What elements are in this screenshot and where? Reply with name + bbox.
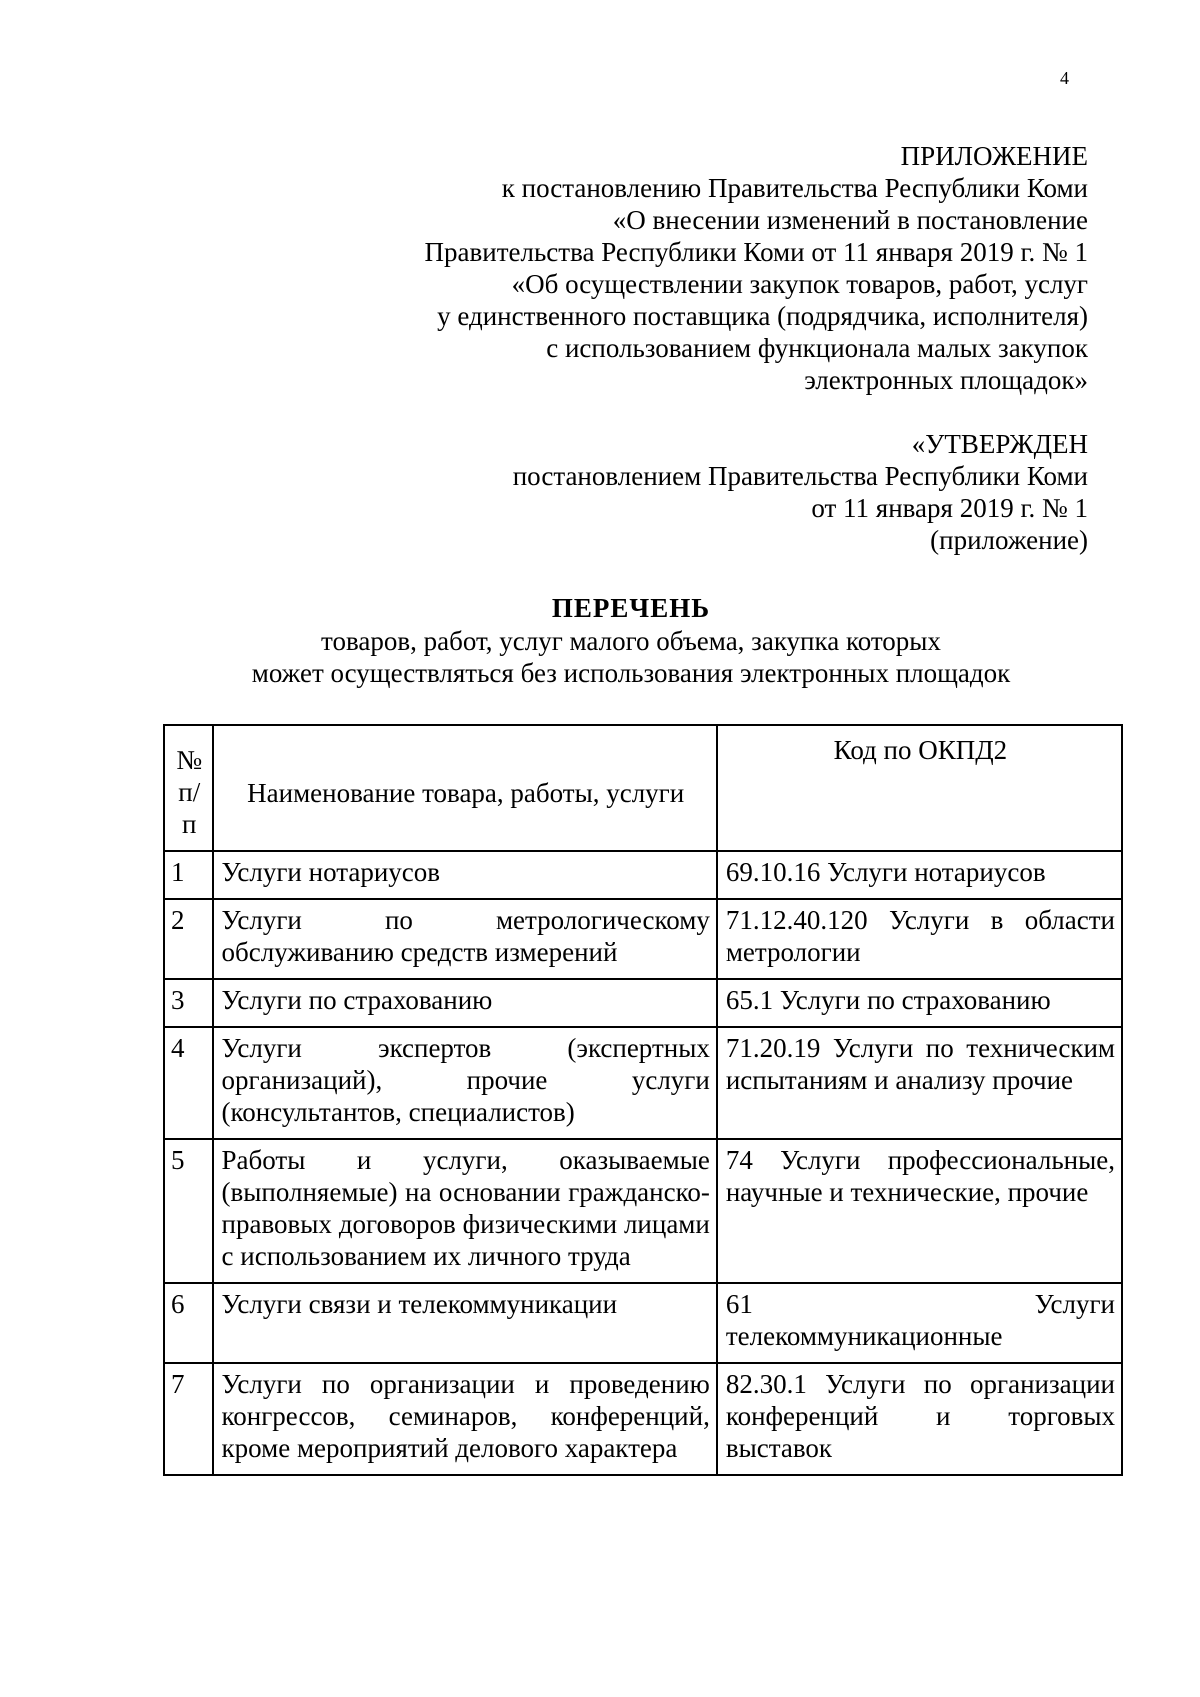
table-row <box>164 1283 1122 1363</box>
goods-table <box>163 724 1123 1476</box>
appendix-line: «Об осуществлении закупок товаров, работ, услуг <box>511 269 1088 299</box>
table-row <box>164 1139 1122 1283</box>
row-num: 2 <box>164 899 213 979</box>
table-row <box>164 1363 1122 1475</box>
approved-line: (приложение) <box>930 525 1088 555</box>
row-num: 1 <box>164 851 213 899</box>
row-num: 3 <box>164 979 213 1027</box>
row-num: 5 <box>164 1139 213 1283</box>
subtitle-line: может осуществляться без использования электронных площадок <box>251 658 1011 688</box>
list-title: ПЕРЕЧЕНЬ <box>551 593 711 623</box>
row-name: Услуги по метрологическому обслуживанию средств измерений <box>213 899 717 979</box>
header-name: Наименование товара, работы, услуги <box>213 725 717 851</box>
row-name: Работы и услуги, оказываемые (выполняемые) на основании гражданско-правовых договоров физическими лицами с использованием их личного труда <box>213 1139 717 1283</box>
appendix-line: с использованием функционала малых закупок <box>546 333 1088 363</box>
table-row <box>164 899 1122 979</box>
row-code: 65.1 Услуги по страхованию <box>717 979 1122 1027</box>
row-name: Услуги по страхованию <box>213 979 717 1027</box>
appendix-line: «О внесении изменений в постановление <box>612 205 1088 235</box>
header-num: № п/п <box>164 725 213 851</box>
appendix-line: электронных площадок» <box>804 365 1088 395</box>
appendix-line: ПРИЛОЖЕНИЕ <box>900 141 1088 171</box>
row-code: 71.20.19 Услуги по техническим испытаниям и анализу прочие <box>717 1027 1122 1139</box>
row-num: 6 <box>164 1283 213 1363</box>
appendix-line: к постановлению Правительства Республики Коми <box>501 173 1088 203</box>
table-row <box>164 1027 1122 1139</box>
subtitle-line: товаров, работ, услуг малого объема, закупка которых <box>321 626 941 656</box>
header-code: Код по ОКПД2 <box>717 725 1122 851</box>
row-code: 82.30.1 Услуги по организации конференций и торговых выставок <box>717 1363 1122 1475</box>
approved-header <box>188 428 1088 556</box>
table-row <box>164 979 1122 1027</box>
row-code: 69.10.16 Услуги нотариусов <box>717 851 1122 899</box>
appendix-line: у единственного поставщика (подрядчика, исполнителя) <box>437 301 1088 331</box>
list-subtitle <box>0 625 1200 689</box>
row-code: 61 Услуги телекоммуникационные <box>717 1283 1122 1363</box>
row-num: 7 <box>164 1363 213 1475</box>
page-number: 4 <box>1060 68 1069 88</box>
approved-line: «УТВЕРЖДЕН <box>911 429 1088 459</box>
row-code: 74 Услуги профессиональные, научные и технические, прочие <box>717 1139 1122 1283</box>
row-name: Услуги экспертов (экспертных организаций), прочие услуги (консультантов, специалистов) <box>213 1027 717 1139</box>
table-header-row <box>164 725 1122 851</box>
row-code: 71.12.40.120 Услуги в области метрологии <box>717 899 1122 979</box>
approved-line: постановлением Правительства Республики Коми <box>512 461 1088 491</box>
row-name: Услуги нотариусов <box>213 851 717 899</box>
row-name: Услуги по организации и проведению конгрессов, семинаров, конференций, кроме мероприятий делового характера <box>213 1363 717 1475</box>
approved-line: от 11 января 2019 г. № 1 <box>811 493 1088 523</box>
appendix-header <box>188 140 1088 396</box>
table-row <box>164 851 1122 899</box>
appendix-line: Правительства Республики Коми от 11 января 2019 г. № 1 <box>424 237 1088 267</box>
row-num: 4 <box>164 1027 213 1139</box>
row-name: Услуги связи и телекоммуникации <box>213 1283 717 1363</box>
